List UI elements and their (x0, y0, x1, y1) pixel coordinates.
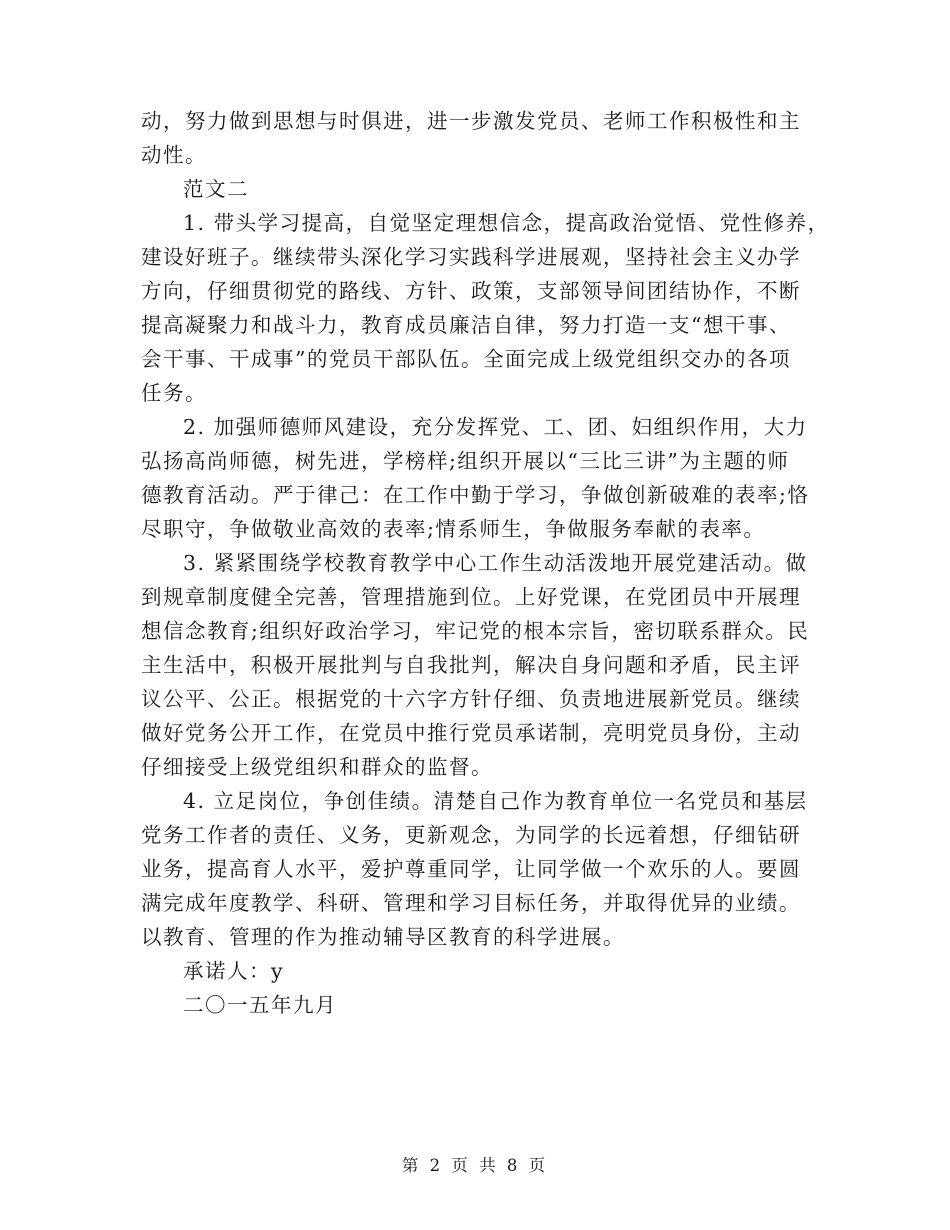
text-line: 任务。 (141, 381, 207, 405)
text-line: 弘扬高尚师德，树先进，学榜样;组织开展以“三比三讲”为主题的师 (141, 449, 790, 473)
text-line: 动性。 (141, 143, 207, 167)
text-line: 建设好班子。继续带头深化学习实践科学进展观，坚持社会主义办学 (141, 245, 801, 269)
text-line: 业务，提高育人水平，爱护尊重同学，让同学做一个欢乐的人。要圆 (141, 857, 801, 881)
signatory-line: 承诺人：y (183, 959, 285, 983)
paragraph-4-start: 4. 立足岗位，争创佳绩。清楚自己作为教育单位一名党员和基层 (183, 789, 808, 813)
paragraph-1-start: 1. 带头学习提高，自觉坚定理想信念，提高政治觉悟、党性修养， (183, 211, 830, 235)
text-line: 党务工作者的责任、义务，更新观念，为同学的长远着想，仔细钻研 (141, 823, 801, 847)
text-line: 提高凝聚力和战斗力，教育成员廉洁自律，努力打造一支“想干事、 (141, 313, 791, 337)
text-line: 议公平、公正。根据党的十六字方针仔细、负责地进展新党员。继续 (141, 687, 801, 711)
text-line: 会干事、干成事”的党员干部队伍。全面完成上级党组织交办的各项 (141, 347, 791, 371)
text-line: 主生活中，积极开展批判与自我批判，解决自身问题和矛盾，民主评 (141, 653, 801, 677)
paragraph-3-start: 3. 紧紧围绕学校教育教学中心工作生动活泼地开展党建活动。做 (183, 551, 808, 575)
date-line: 二〇一五年九月 (183, 993, 337, 1017)
section-heading: 范文二 (183, 177, 249, 201)
text-line: 仔细接受上级党组织和群众的监督。 (141, 755, 493, 779)
text-line: 尽职守，争做敬业高效的表率;情系师生，争做服务奉献的表率。 (141, 517, 766, 541)
page-number-footer: 第 2 页 共 8 页 (401, 1156, 549, 1175)
text-line: 想信念教育;组织好政治学习，牢记党的根本宗旨，密切联系群众。民 (141, 619, 810, 643)
text-line: 满完成年度教学、科研、管理和学习目标任务，并取得优异的业绩。 (141, 891, 801, 915)
text-line: 以教育、管理的作为推动辅导区教育的科学进展。 (141, 925, 625, 949)
document-body (141, 104, 830, 1022)
text-line: 德教育活动。严于律己：在工作中勤于学习，争做创新破难的表率;恪 (141, 483, 810, 507)
paragraph-2-start: 2. 加强师德师风建设，充分发挥党、工、团、妇组织作用，大力 (183, 415, 808, 439)
text-line: 到规章制度健全完善，管理措施到位。上好党课，在党团员中开展理 (141, 585, 801, 609)
text-line: 方向，仔细贯彻党的路线、方针、政策，支部领导间团结协作，不断 (141, 279, 801, 303)
text-line: 动，努力做到思想与时俱进，进一步激发党员、老师工作积极性和主 (141, 109, 801, 133)
text-line: 做好党务公开工作，在党员中推行党员承诺制，亮明党员身份，主动 (141, 721, 801, 745)
